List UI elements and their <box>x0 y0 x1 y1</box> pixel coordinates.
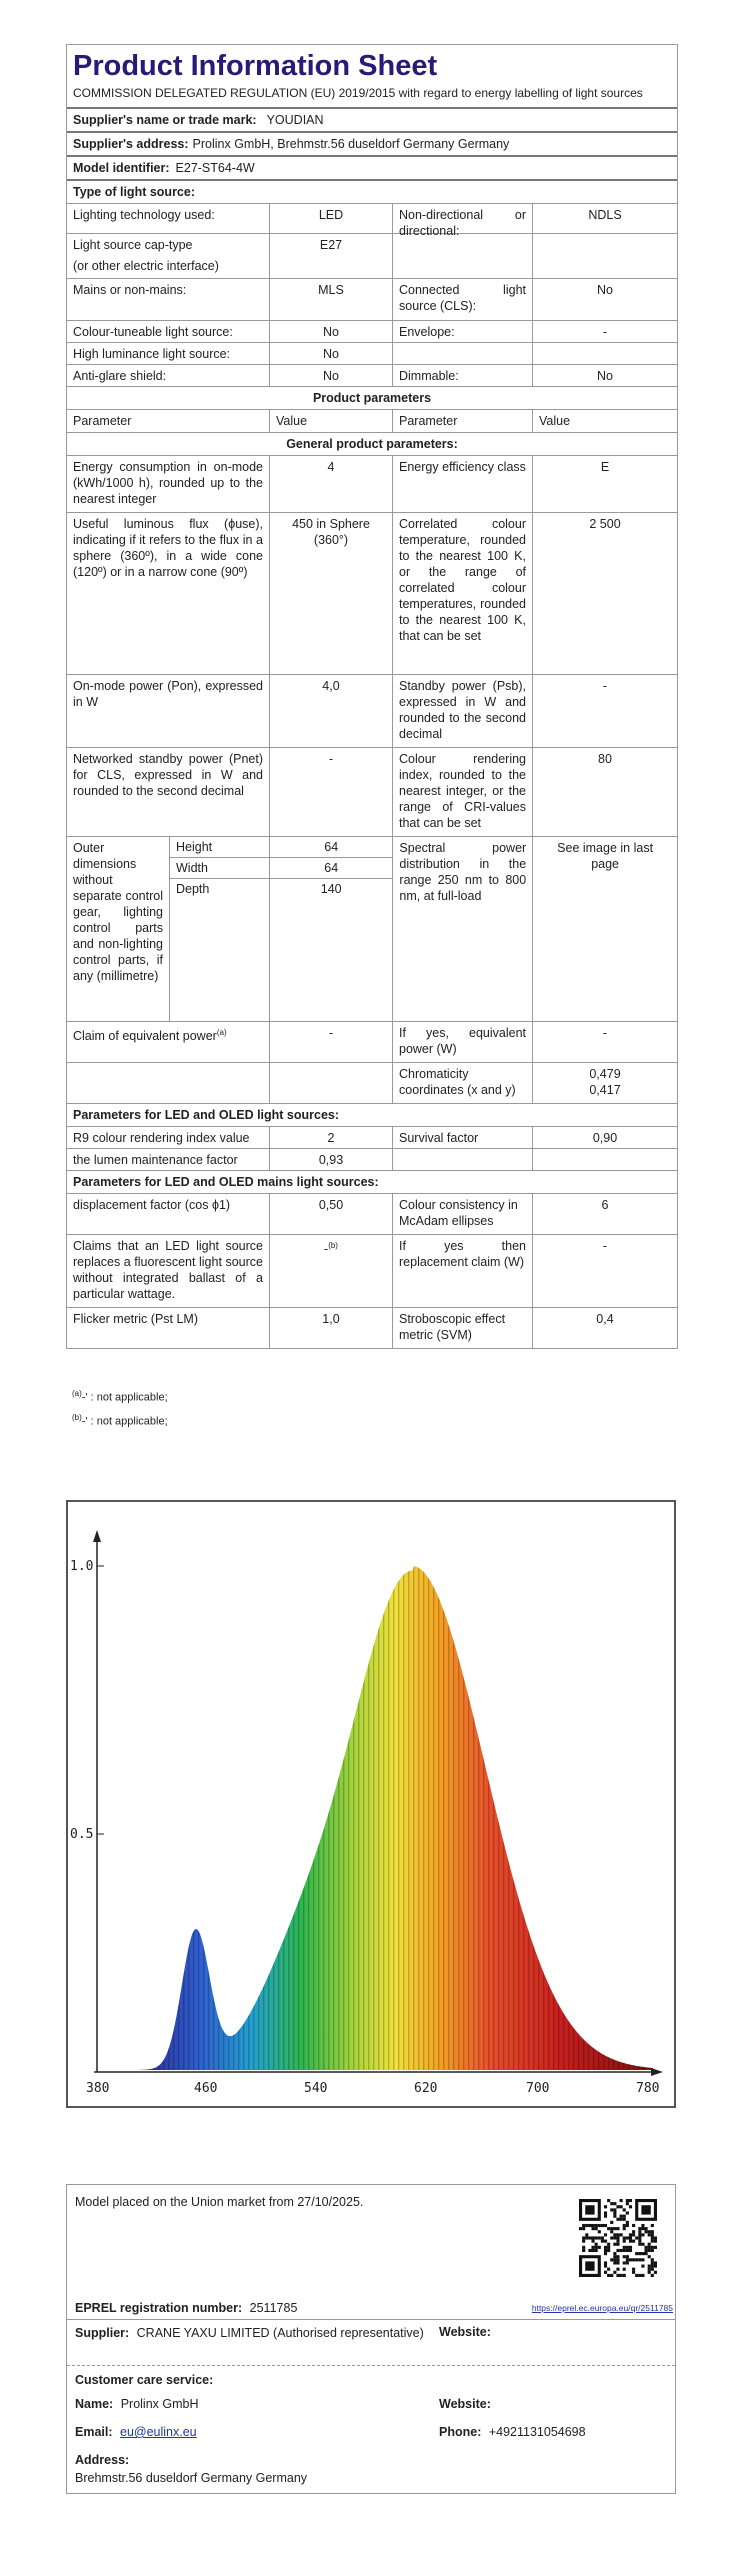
dimension-value: 140 <box>320 882 342 896</box>
y-tick-label: 0.5 <box>70 1827 94 1842</box>
care-name <box>75 2397 199 2411</box>
chroma-x: 0,479 <box>589 1067 621 1081</box>
table-row <box>67 364 677 386</box>
table-row <box>67 233 677 278</box>
name-label: Name: <box>75 2397 114 2411</box>
param-value: No <box>270 365 393 386</box>
dimension-row <box>170 879 392 1021</box>
spectrum-stripes <box>139 1566 653 2070</box>
led-heading: Parameters for LED and OLED light sources: <box>73 1108 340 1122</box>
website-label: Website: <box>439 2325 491 2339</box>
param-value: See image in last page <box>557 841 654 871</box>
footnote-marker: (b) <box>72 1412 82 1422</box>
param-label <box>393 1149 533 1170</box>
param-label: Spectral power distribution in the range 250 nm to 800 nm, at full-load <box>393 837 533 1021</box>
dimension-row <box>170 837 392 858</box>
mains-heading: Parameters for LED and OLED mains light sources: <box>73 1175 379 1189</box>
table-row <box>67 1021 677 1062</box>
supplier-name-row <box>67 107 677 131</box>
param-label <box>67 675 270 747</box>
param-value: - <box>602 325 608 339</box>
footnote <box>72 1384 168 1408</box>
footnote-marker: (a) <box>72 1389 82 1398</box>
table-row <box>67 342 677 364</box>
footnote-text: -' : not applicable; <box>81 1415 168 1428</box>
param-value: - <box>602 1239 608 1253</box>
supplier-label: Supplier: <box>75 2326 130 2340</box>
param-value: 0,93 <box>270 1149 393 1170</box>
param-value: No <box>597 369 613 383</box>
care-website <box>439 2397 491 2411</box>
table-row <box>67 512 677 674</box>
cap-type-sublabel: (or other electric interface) <box>73 259 219 273</box>
supplier-address-value: Prolinx GmbH, Brehmstr.56 duseldorf Germany Germany <box>192 137 510 151</box>
table-row <box>67 1234 677 1307</box>
y-axis-arrow <box>93 1530 101 1542</box>
product-params-heading: Product parameters <box>312 391 432 405</box>
param-label: Useful luminous flux (ϕuse), indicating if it refers to the flux in a sphere (360º), in a wide cone (120º) or in a narrow cone (90º) <box>67 513 270 674</box>
param-label: Connected light source (CLS): <box>393 279 533 320</box>
param-value: LED <box>270 204 393 233</box>
param-label: Anti-glare shield: <box>67 365 270 386</box>
column-header: Value <box>270 410 393 432</box>
spectrum-image <box>66 1500 676 2108</box>
table-row <box>67 320 677 342</box>
led-heading-row <box>67 1103 677 1126</box>
param-value: No <box>270 343 393 364</box>
param-value: 450 in Sphere (360°) <box>270 513 393 674</box>
phone-value: +4921131054698 <box>488 2425 586 2439</box>
email-link[interactable]: eu@eulinx.eu <box>120 2425 197 2439</box>
table-row <box>67 674 677 747</box>
param-value: MLS <box>270 279 393 320</box>
param-label: Correlated colour temperature, rounded to the nearest 100 K, or the range of correlated colour temperatures, rounded to the nearest 100 K, that can be set <box>393 513 533 674</box>
param-value: NDLS <box>588 208 622 222</box>
footnote-marker: (b) <box>328 1241 338 1250</box>
param-label: Dimmable: <box>393 365 533 386</box>
param-label: Colour rendering index, rounded to the nearest integer, or the range of CRI-values that can be set <box>393 748 533 836</box>
divider <box>67 2319 675 2320</box>
page-title: Product Information Sheet <box>73 50 438 82</box>
param-label <box>67 1022 270 1062</box>
param-label: Survival factor <box>393 1127 533 1148</box>
param-value: E27 <box>270 234 393 278</box>
param-value: No <box>270 321 393 342</box>
param-value <box>533 1149 677 1170</box>
param-label: Flicker metric (Pst LM) <box>67 1308 270 1348</box>
email-label: Email: <box>75 2425 113 2439</box>
param-value: - <box>270 1022 393 1062</box>
param-value: 80 <box>598 752 612 766</box>
mains-heading-row <box>67 1170 677 1193</box>
product-params-heading-row <box>67 386 677 409</box>
outer-dimensions-row <box>67 836 677 1021</box>
param-label: Energy consumption in on-mode (kWh/1000 h), rounded up to the nearest integer <box>67 456 270 512</box>
param-value: - <box>602 679 608 693</box>
param-label: Colour consistency in McAdam ellipses <box>393 1194 533 1234</box>
table-row <box>67 1062 677 1103</box>
supplier-name-value: YOUDIAN <box>266 113 324 127</box>
column-header: Value <box>539 414 571 428</box>
x-tick-label: 540 <box>304 2081 328 2096</box>
param-label <box>393 234 533 278</box>
address-value: Brehmstr.56 duseldorf Germany Germany <box>75 2471 308 2485</box>
param-label: displacement factor (cos ϕ1) <box>67 1194 270 1234</box>
address-label: Address: <box>75 2453 130 2467</box>
param-label: Lighting technology used: <box>67 204 270 233</box>
on-mode-power-label: On-mode power (Pon), expressed in W <box>73 679 263 709</box>
general-heading-row <box>67 432 677 455</box>
table-row <box>67 1193 677 1234</box>
param-label: Colour-tuneable light source: <box>67 321 270 342</box>
param-label: Envelope: <box>393 321 533 342</box>
param-label <box>393 343 533 364</box>
info-sheet <box>66 44 678 1349</box>
footnote-text: -' : not applicable; <box>81 1391 168 1404</box>
param-value: - <box>602 1026 608 1040</box>
y-tick-label: 1.0 <box>70 1559 94 1574</box>
care-email <box>75 2425 197 2439</box>
table-row <box>67 1126 677 1148</box>
care-phone <box>439 2425 586 2439</box>
eprel-link[interactable]: https://eprel.ec.europa.eu/qr/2511785 <box>531 2303 673 2313</box>
param-label: If yes, equivalent power (W) <box>393 1022 533 1062</box>
param-value: 0,50 <box>270 1194 393 1234</box>
table-row <box>67 1307 677 1348</box>
footer-box <box>66 2184 676 2494</box>
param-label: If yes then replacement claim (W) <box>393 1235 533 1307</box>
param-value: 2 500 <box>589 517 621 531</box>
general-heading: General product parameters: <box>286 437 458 451</box>
divider <box>67 2365 675 2366</box>
qr-code-icon[interactable] <box>579 2199 657 2277</box>
cap-type-label: Light source cap-type <box>73 238 193 252</box>
column-header: Parameter <box>67 410 270 432</box>
supplier-address-label: Supplier's address: <box>73 137 189 151</box>
x-tick-label: 700 <box>526 2081 550 2096</box>
model-row <box>67 155 677 179</box>
dimension-row <box>170 858 392 879</box>
table-row <box>67 203 677 238</box>
footnotes <box>72 1384 168 1431</box>
param-value: 1,0 <box>270 1308 393 1348</box>
param-value: 4 <box>270 456 393 512</box>
param-value <box>270 1235 393 1307</box>
param-value: 6 <box>601 1198 609 1212</box>
supplier-info <box>75 2325 450 2342</box>
phone-label: Phone: <box>439 2425 482 2439</box>
param-value: - <box>270 748 393 836</box>
table-row <box>67 747 677 836</box>
care-label: Customer care service: <box>75 2373 214 2387</box>
param-label: Claims that an LED light source replaces a fluorescent light source without integrated ballast of a particular wattage. <box>67 1235 270 1307</box>
outer-dimensions-label: Outer dimensions without separate control gear, lighting control parts and non-lighting control parts, if any (millimetre) <box>67 837 170 1021</box>
param-value: 4,0 <box>270 675 393 747</box>
param-label: High luminance light source: <box>67 343 270 364</box>
supplier-website <box>439 2325 491 2339</box>
footnote-marker: (a) <box>216 1028 227 1037</box>
param-label: Networked standby power (Pnet) for CLS, expressed in W and rounded to the second decimal <box>67 748 270 836</box>
x-tick-label: 460 <box>194 2081 218 2096</box>
param-label: Standby power (Psb), expressed in W and rounded to the second decimal <box>393 675 533 747</box>
eprel-value: 2511785 <box>249 2301 298 2315</box>
page-subtitle: COMMISSION DELEGATED REGULATION (EU) 2019/2015 with regard to energy labelling of light sources <box>73 86 643 100</box>
param-value: E <box>600 460 610 474</box>
supplier-value: CRANE YAXU LIMITED (Authorised representative) <box>136 2326 424 2340</box>
param-value <box>533 1063 677 1103</box>
eprel-number <box>75 2301 297 2315</box>
type-heading: Type of light source: <box>73 185 195 199</box>
param-label: Mains or non-mains: <box>67 279 270 320</box>
param-value: 0,4 <box>596 1312 614 1326</box>
column-header-row <box>67 409 677 432</box>
market-date: Model placed on the Union market from 27/10/2025. <box>75 2195 364 2209</box>
param-label <box>67 234 270 278</box>
param-value: 2 <box>270 1127 393 1148</box>
x-axis-arrow <box>651 2068 663 2076</box>
eprel-label: EPREL registration number: <box>75 2301 243 2315</box>
param-label: the lumen maintenance factor <box>67 1149 270 1170</box>
x-tick-label: 380 <box>86 2081 110 2096</box>
table-row <box>67 278 677 320</box>
type-heading-row <box>67 179 677 203</box>
dimension-name: Depth <box>170 879 270 1021</box>
param-value <box>533 234 677 278</box>
model-value: E27-ST64-4W <box>175 161 255 175</box>
param-value <box>533 343 677 364</box>
dimension-name: Width <box>170 858 270 878</box>
param-label: Non-directional or directional: <box>393 204 533 233</box>
x-tick-label: 620 <box>414 2081 438 2096</box>
dimension-value: 64 <box>324 861 339 875</box>
website-label: Website: <box>439 2397 491 2411</box>
x-tick-label: 780 <box>636 2081 660 2096</box>
table-row <box>67 1148 677 1170</box>
param-label: Energy efficiency class <box>393 456 533 512</box>
dimension-value: 64 <box>324 840 339 854</box>
name-value: Prolinx GmbH <box>120 2397 199 2411</box>
footnote <box>72 1408 168 1432</box>
care-address <box>75 2451 307 2487</box>
param-label: Stroboscopic effect metric (SVM) <box>393 1308 533 1348</box>
param-value <box>270 1063 393 1103</box>
param-label: Chromaticity coordinates (x and y) <box>393 1063 533 1103</box>
param-value: No <box>597 283 613 297</box>
equiv-power-label: Claim of equivalent power <box>73 1029 217 1044</box>
table-row <box>67 455 677 512</box>
column-header: Parameter <box>393 410 533 432</box>
param-label <box>67 1063 270 1103</box>
param-value: 0,90 <box>592 1131 618 1145</box>
supplier-name-label: Supplier's name or trade mark: <box>73 113 257 127</box>
customer-care-heading <box>75 2373 213 2387</box>
spectrum-chart <box>68 1502 674 2106</box>
replacement-claim-value: - <box>324 1242 329 1257</box>
chroma-y: 0,417 <box>589 1083 621 1097</box>
param-label: R9 colour rendering index value <box>67 1127 270 1148</box>
dimension-name: Height <box>170 837 270 857</box>
supplier-address-row <box>67 131 677 155</box>
model-label: Model identifier: <box>73 161 170 175</box>
